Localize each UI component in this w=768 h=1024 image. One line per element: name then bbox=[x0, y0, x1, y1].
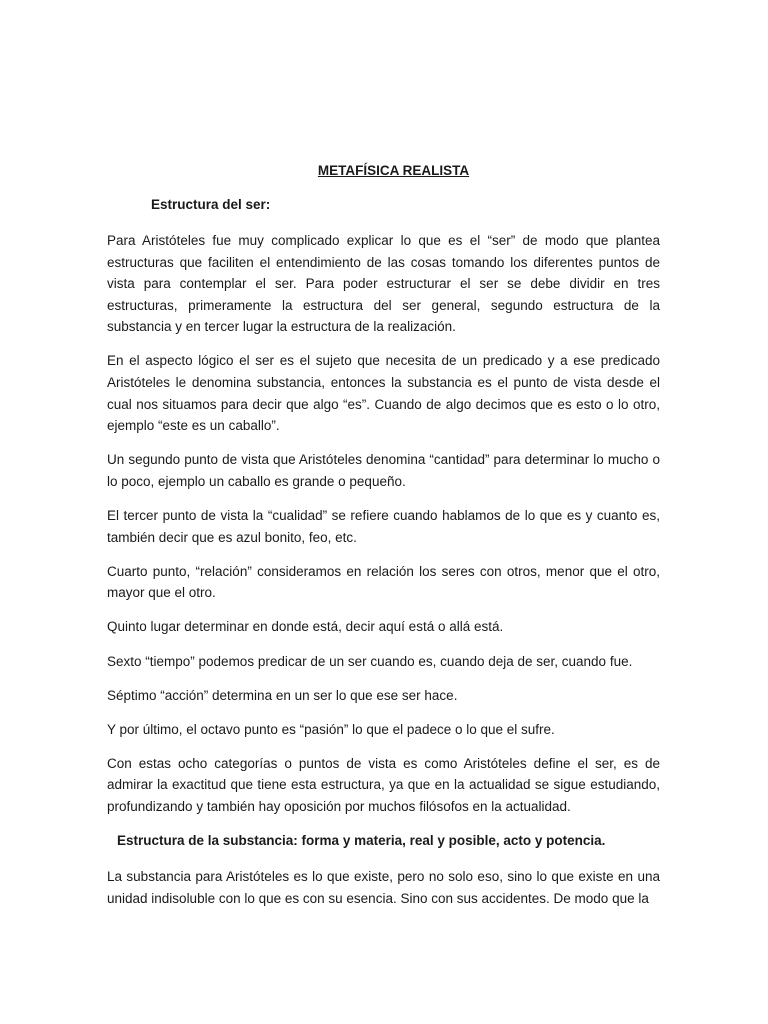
paragraph: Sexto “tiempo” podemos predicar de un ser cuando es, cuando deja de ser, cuando fue. bbox=[107, 653, 633, 669]
paragraph: Y por último, el octavo punto es “pasión” lo que el padece o lo que el sufre. bbox=[107, 721, 555, 737]
section-heading-estructura-del-ser: Estructura del ser: bbox=[151, 197, 271, 212]
paragraph: Con estas ocho categorías o puntos de vista es como Aristóteles define el ser, es de admirar la exactitud que tiene esta estructura, ya que en la actualidad se sigue estudiando, profundizando y también hay oposición por muchos filósofos en la actualidad. bbox=[107, 755, 660, 814]
paragraph: Séptimo “acción” determina en un ser lo que ese ser hace. bbox=[107, 687, 458, 703]
paragraph: Para Aristóteles fue muy complicado explicar lo que es el “ser” de modo que plantea estructuras que faciliten el entendimiento de las cosas tomando los diferentes puntos de vista para contemplar el ser. Para poder estructurar el ser se debe dividir en tres estructuras, primeramente la estructura del ser general, segundo estructura de la substancia y en tercer lugar la estructura de la realización. bbox=[107, 233, 660, 335]
paragraph: Un segundo punto de vista que Aristóteles denomina “cantidad” para determinar lo mucho o lo poco, ejemplo un caballo es grande o pequeño. bbox=[107, 452, 660, 489]
paragraph: Quinto lugar determinar en donde está, decir aquí está o allá está. bbox=[107, 619, 504, 635]
paragraph: La substancia para Aristóteles es lo que existe, pero no solo eso, sino lo que existe en una unidad indisoluble con lo que es con su esencia. Sino con sus accidentes. De modo que la bbox=[107, 869, 660, 906]
paragraph: Cuarto punto, “relación” consideramos en relación los seres con otros, menor que el otro, mayor que el otro. bbox=[107, 563, 660, 601]
paragraph: El tercer punto de vista la “cualidad” se refiere cuando hablamos de lo que es y cuanto es, también decir que es azul bonito, feo, etc. bbox=[107, 508, 660, 545]
paragraph: En el aspecto lógico el ser es el sujeto que necesita de un predicado y a ese predicado Aristóteles le denomina substancia, entonces la substancia es el punto de vista desde el cual nos situamos para decir que algo “es”. Cuando de algo decimos que es esto o lo otro, ejemplo “este es un caballo”. bbox=[107, 353, 660, 434]
document-body bbox=[107, 160, 660, 922]
document-title: METAFÍSICA REALISTA bbox=[317, 163, 470, 178]
section-heading-estructura-de-la-substancia: Estructura de la substancia: forma y materia, real y posible, acto y potencia. bbox=[117, 833, 606, 849]
